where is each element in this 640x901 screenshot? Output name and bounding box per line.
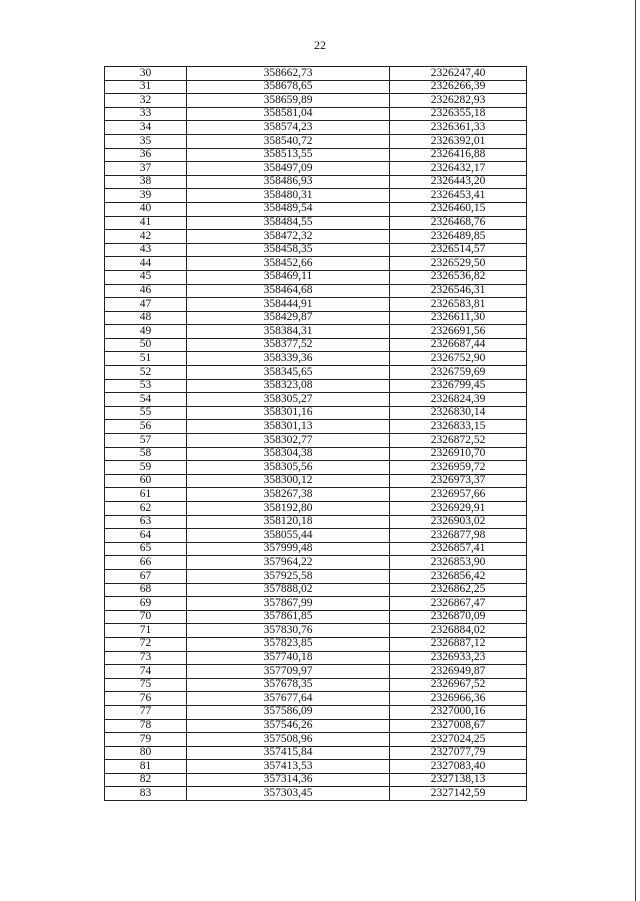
point-number-cell: 37 xyxy=(105,162,187,176)
point-number-cell: 53 xyxy=(105,379,187,393)
table-row xyxy=(105,447,527,461)
x-coordinate-cell: 357303,45 xyxy=(187,787,390,801)
y-coordinate-cell: 2326949,87 xyxy=(390,665,527,679)
x-coordinate-cell: 358305,56 xyxy=(187,461,390,475)
point-number-cell: 66 xyxy=(105,556,187,570)
table-row xyxy=(105,529,527,543)
table-row xyxy=(105,121,527,135)
y-coordinate-cell: 2326759,69 xyxy=(390,366,527,380)
table-row xyxy=(105,760,527,774)
point-number-cell: 33 xyxy=(105,107,187,121)
y-coordinate-cell: 2327077,79 xyxy=(390,746,527,760)
coordinates-table xyxy=(104,66,527,801)
x-coordinate-cell: 358192,80 xyxy=(187,502,390,516)
y-coordinate-cell: 2326833,15 xyxy=(390,420,527,434)
point-number-cell: 79 xyxy=(105,733,187,747)
table-row xyxy=(105,569,527,583)
x-coordinate-cell: 358574,23 xyxy=(187,121,390,135)
point-number-cell: 64 xyxy=(105,529,187,543)
x-coordinate-cell: 357415,84 xyxy=(187,746,390,760)
x-coordinate-cell: 358300,12 xyxy=(187,474,390,488)
point-number-cell: 41 xyxy=(105,216,187,230)
point-number-cell: 57 xyxy=(105,434,187,448)
y-coordinate-cell: 2326903,02 xyxy=(390,515,527,529)
table-row xyxy=(105,787,527,801)
x-coordinate-cell: 357830,76 xyxy=(187,624,390,638)
y-coordinate-cell: 2326973,37 xyxy=(390,474,527,488)
y-coordinate-cell: 2326468,76 xyxy=(390,216,527,230)
x-coordinate-cell: 357677,64 xyxy=(187,692,390,706)
y-coordinate-cell: 2326432,17 xyxy=(390,162,527,176)
y-coordinate-cell: 2326830,14 xyxy=(390,406,527,420)
x-coordinate-cell: 357314,36 xyxy=(187,773,390,787)
x-coordinate-cell: 357861,85 xyxy=(187,610,390,624)
point-number-cell: 81 xyxy=(105,760,187,774)
table-row xyxy=(105,325,527,339)
x-coordinate-cell: 358384,31 xyxy=(187,325,390,339)
y-coordinate-cell: 2327000,16 xyxy=(390,705,527,719)
x-coordinate-cell: 358486,93 xyxy=(187,175,390,189)
table-row xyxy=(105,311,527,325)
point-number-cell: 46 xyxy=(105,284,187,298)
point-number-cell: 35 xyxy=(105,134,187,148)
y-coordinate-cell: 2327024,25 xyxy=(390,733,527,747)
table-row xyxy=(105,773,527,787)
table-row xyxy=(105,393,527,407)
x-coordinate-cell: 358469,11 xyxy=(187,270,390,284)
point-number-cell: 73 xyxy=(105,651,187,665)
x-coordinate-cell: 358581,04 xyxy=(187,107,390,121)
table-row xyxy=(105,216,527,230)
table-row xyxy=(105,67,527,81)
point-number-cell: 51 xyxy=(105,352,187,366)
x-coordinate-cell: 358452,66 xyxy=(187,257,390,271)
point-number-cell: 67 xyxy=(105,569,187,583)
point-number-cell: 60 xyxy=(105,474,187,488)
scan-edge-line xyxy=(635,0,636,901)
y-coordinate-cell: 2327138,13 xyxy=(390,773,527,787)
table-row xyxy=(105,270,527,284)
table-row xyxy=(105,556,527,570)
table-row xyxy=(105,665,527,679)
y-coordinate-cell: 2326853,90 xyxy=(390,556,527,570)
x-coordinate-cell: 357867,99 xyxy=(187,597,390,611)
point-number-cell: 80 xyxy=(105,746,187,760)
table-row xyxy=(105,420,527,434)
table-row xyxy=(105,80,527,94)
point-number-cell: 32 xyxy=(105,94,187,108)
x-coordinate-cell: 357823,85 xyxy=(187,637,390,651)
y-coordinate-cell: 2326416,88 xyxy=(390,148,527,162)
table-row xyxy=(105,406,527,420)
point-number-cell: 72 xyxy=(105,637,187,651)
table-row xyxy=(105,284,527,298)
y-coordinate-cell: 2326877,98 xyxy=(390,529,527,543)
y-coordinate-cell: 2326687,44 xyxy=(390,338,527,352)
x-coordinate-cell: 358540,72 xyxy=(187,134,390,148)
point-number-cell: 71 xyxy=(105,624,187,638)
table-row xyxy=(105,474,527,488)
table-row xyxy=(105,338,527,352)
x-coordinate-cell: 358301,16 xyxy=(187,406,390,420)
table-row xyxy=(105,719,527,733)
x-coordinate-cell: 358429,87 xyxy=(187,311,390,325)
point-number-cell: 49 xyxy=(105,325,187,339)
y-coordinate-cell: 2326910,70 xyxy=(390,447,527,461)
x-coordinate-cell: 357999,48 xyxy=(187,542,390,556)
x-coordinate-cell: 357508,96 xyxy=(187,733,390,747)
x-coordinate-cell: 358484,55 xyxy=(187,216,390,230)
x-coordinate-cell: 358377,52 xyxy=(187,338,390,352)
x-coordinate-cell: 358464,68 xyxy=(187,284,390,298)
point-number-cell: 63 xyxy=(105,515,187,529)
table-row xyxy=(105,379,527,393)
x-coordinate-cell: 358339,36 xyxy=(187,352,390,366)
point-number-cell: 34 xyxy=(105,121,187,135)
x-coordinate-cell: 358472,32 xyxy=(187,230,390,244)
point-number-cell: 50 xyxy=(105,338,187,352)
point-number-cell: 30 xyxy=(105,67,187,81)
y-coordinate-cell: 2327142,59 xyxy=(390,787,527,801)
table-row xyxy=(105,488,527,502)
table-row xyxy=(105,597,527,611)
y-coordinate-cell: 2326453,41 xyxy=(390,189,527,203)
point-number-cell: 47 xyxy=(105,298,187,312)
x-coordinate-cell: 358345,65 xyxy=(187,366,390,380)
x-coordinate-cell: 357740,18 xyxy=(187,651,390,665)
x-coordinate-cell: 358659,89 xyxy=(187,94,390,108)
y-coordinate-cell: 2326266,39 xyxy=(390,80,527,94)
point-number-cell: 78 xyxy=(105,719,187,733)
point-number-cell: 56 xyxy=(105,420,187,434)
table-row xyxy=(105,230,527,244)
table-row xyxy=(105,134,527,148)
y-coordinate-cell: 2326887,12 xyxy=(390,637,527,651)
point-number-cell: 44 xyxy=(105,257,187,271)
y-coordinate-cell: 2326966,36 xyxy=(390,692,527,706)
table-row xyxy=(105,175,527,189)
table-row xyxy=(105,148,527,162)
table-row xyxy=(105,107,527,121)
table-row xyxy=(105,502,527,516)
y-coordinate-cell: 2326514,57 xyxy=(390,243,527,257)
table-row xyxy=(105,298,527,312)
y-coordinate-cell: 2326443,20 xyxy=(390,175,527,189)
y-coordinate-cell: 2326959,72 xyxy=(390,461,527,475)
y-coordinate-cell: 2326824,39 xyxy=(390,393,527,407)
table-row xyxy=(105,202,527,216)
table-row xyxy=(105,515,527,529)
point-number-cell: 75 xyxy=(105,678,187,692)
x-coordinate-cell: 358304,38 xyxy=(187,447,390,461)
point-number-cell: 82 xyxy=(105,773,187,787)
coordinates-table-body xyxy=(105,67,527,801)
table-row xyxy=(105,705,527,719)
point-number-cell: 55 xyxy=(105,406,187,420)
x-coordinate-cell: 358305,27 xyxy=(187,393,390,407)
point-number-cell: 68 xyxy=(105,583,187,597)
x-coordinate-cell: 357964,22 xyxy=(187,556,390,570)
y-coordinate-cell: 2326867,47 xyxy=(390,597,527,611)
x-coordinate-cell: 357925,58 xyxy=(187,569,390,583)
x-coordinate-cell: 357888,02 xyxy=(187,583,390,597)
point-number-cell: 69 xyxy=(105,597,187,611)
point-number-cell: 61 xyxy=(105,488,187,502)
x-coordinate-cell: 357709,97 xyxy=(187,665,390,679)
x-coordinate-cell: 358323,08 xyxy=(187,379,390,393)
x-coordinate-cell: 358267,38 xyxy=(187,488,390,502)
point-number-cell: 65 xyxy=(105,542,187,556)
point-number-cell: 74 xyxy=(105,665,187,679)
y-coordinate-cell: 2326247,40 xyxy=(390,67,527,81)
point-number-cell: 40 xyxy=(105,202,187,216)
table-row xyxy=(105,746,527,760)
table-row xyxy=(105,624,527,638)
y-coordinate-cell: 2326355,18 xyxy=(390,107,527,121)
x-coordinate-cell: 358301,13 xyxy=(187,420,390,434)
y-coordinate-cell: 2326857,41 xyxy=(390,542,527,556)
table-row xyxy=(105,243,527,257)
x-coordinate-cell: 358489,54 xyxy=(187,202,390,216)
table-row xyxy=(105,94,527,108)
x-coordinate-cell: 358055,44 xyxy=(187,529,390,543)
x-coordinate-cell: 358302,77 xyxy=(187,434,390,448)
table-row xyxy=(105,692,527,706)
point-number-cell: 54 xyxy=(105,393,187,407)
point-number-cell: 83 xyxy=(105,787,187,801)
point-number-cell: 31 xyxy=(105,80,187,94)
y-coordinate-cell: 2326752,90 xyxy=(390,352,527,366)
table-row xyxy=(105,678,527,692)
x-coordinate-cell: 358678,65 xyxy=(187,80,390,94)
point-number-cell: 76 xyxy=(105,692,187,706)
x-coordinate-cell: 358458,35 xyxy=(187,243,390,257)
x-coordinate-cell: 358120,18 xyxy=(187,515,390,529)
point-number-cell: 45 xyxy=(105,270,187,284)
y-coordinate-cell: 2326529,50 xyxy=(390,257,527,271)
y-coordinate-cell: 2327008,67 xyxy=(390,719,527,733)
y-coordinate-cell: 2326536,82 xyxy=(390,270,527,284)
point-number-cell: 48 xyxy=(105,311,187,325)
x-coordinate-cell: 357413,53 xyxy=(187,760,390,774)
y-coordinate-cell: 2326884,02 xyxy=(390,624,527,638)
y-coordinate-cell: 2326870,09 xyxy=(390,610,527,624)
table-row xyxy=(105,352,527,366)
y-coordinate-cell: 2326460,15 xyxy=(390,202,527,216)
point-number-cell: 59 xyxy=(105,461,187,475)
table-row xyxy=(105,461,527,475)
x-coordinate-cell: 358513,55 xyxy=(187,148,390,162)
x-coordinate-cell: 357586,09 xyxy=(187,705,390,719)
table-row xyxy=(105,366,527,380)
point-number-cell: 77 xyxy=(105,705,187,719)
table-row xyxy=(105,257,527,271)
x-coordinate-cell: 357546,26 xyxy=(187,719,390,733)
table-row xyxy=(105,434,527,448)
y-coordinate-cell: 2326799,45 xyxy=(390,379,527,393)
y-coordinate-cell: 2326691,56 xyxy=(390,325,527,339)
y-coordinate-cell: 2326862,25 xyxy=(390,583,527,597)
table-row xyxy=(105,610,527,624)
y-coordinate-cell: 2326957,66 xyxy=(390,488,527,502)
table-row xyxy=(105,637,527,651)
y-coordinate-cell: 2326967,52 xyxy=(390,678,527,692)
point-number-cell: 58 xyxy=(105,447,187,461)
y-coordinate-cell: 2326872,52 xyxy=(390,434,527,448)
point-number-cell: 70 xyxy=(105,610,187,624)
y-coordinate-cell: 2326933,23 xyxy=(390,651,527,665)
table-row xyxy=(105,583,527,597)
table-row xyxy=(105,542,527,556)
y-coordinate-cell: 2326392,01 xyxy=(390,134,527,148)
point-number-cell: 52 xyxy=(105,366,187,380)
table-row xyxy=(105,651,527,665)
y-coordinate-cell: 2326929,91 xyxy=(390,502,527,516)
point-number-cell: 43 xyxy=(105,243,187,257)
point-number-cell: 39 xyxy=(105,189,187,203)
table-row xyxy=(105,733,527,747)
x-coordinate-cell: 358480,31 xyxy=(187,189,390,203)
x-coordinate-cell: 358662,73 xyxy=(187,67,390,81)
y-coordinate-cell: 2326546,31 xyxy=(390,284,527,298)
point-number-cell: 38 xyxy=(105,175,187,189)
y-coordinate-cell: 2326282,93 xyxy=(390,94,527,108)
table-row xyxy=(105,162,527,176)
x-coordinate-cell: 358444,91 xyxy=(187,298,390,312)
point-number-cell: 62 xyxy=(105,502,187,516)
table-row xyxy=(105,189,527,203)
y-coordinate-cell: 2326361,33 xyxy=(390,121,527,135)
point-number-cell: 36 xyxy=(105,148,187,162)
y-coordinate-cell: 2326856,42 xyxy=(390,569,527,583)
x-coordinate-cell: 357678,35 xyxy=(187,678,390,692)
y-coordinate-cell: 2326583,81 xyxy=(390,298,527,312)
y-coordinate-cell: 2326611,30 xyxy=(390,311,527,325)
y-coordinate-cell: 2327083,40 xyxy=(390,760,527,774)
point-number-cell: 42 xyxy=(105,230,187,244)
page-number: 22 xyxy=(314,38,326,52)
y-coordinate-cell: 2326489,85 xyxy=(390,230,527,244)
x-coordinate-cell: 358497,09 xyxy=(187,162,390,176)
